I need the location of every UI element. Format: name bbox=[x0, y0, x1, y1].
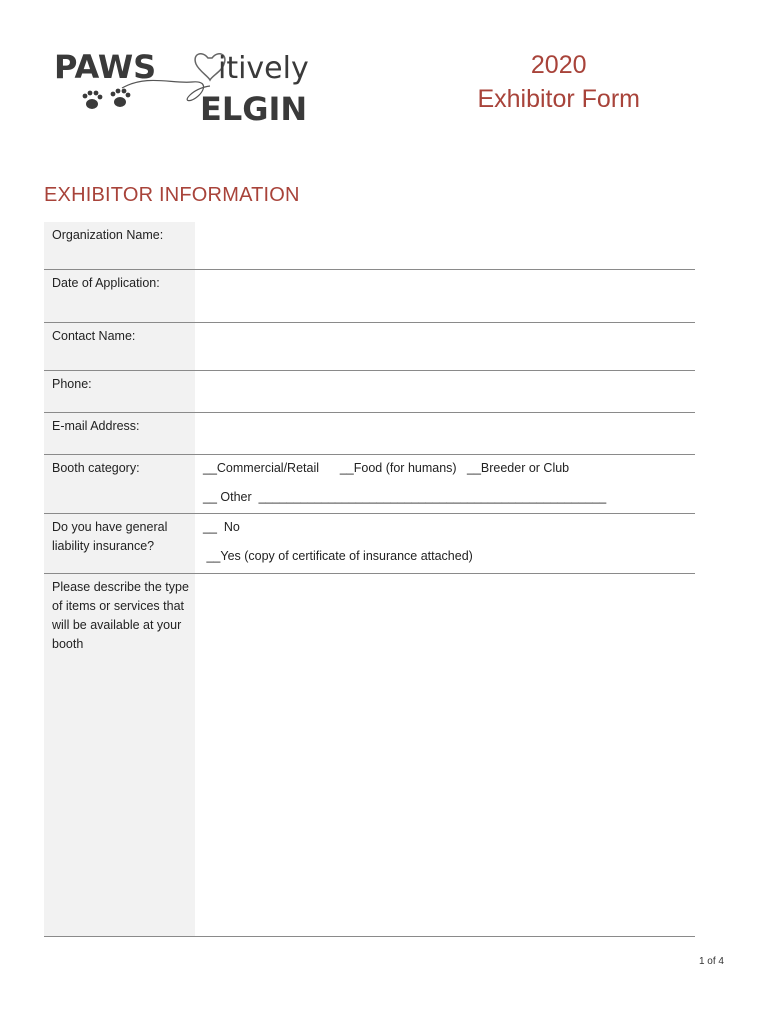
form-title-block bbox=[477, 48, 640, 116]
phone-label: Phone: bbox=[44, 371, 195, 412]
exhibitor-form-table bbox=[44, 222, 695, 937]
row-email bbox=[44, 413, 695, 455]
logo-text-paws: PAWS bbox=[54, 48, 157, 86]
date-label: Date of Application: bbox=[44, 270, 195, 322]
booth-options bbox=[195, 455, 695, 513]
form-year: 2020 bbox=[530, 51, 587, 79]
organization-field[interactable] bbox=[195, 222, 695, 269]
booth-option-line-1[interactable]: __Commercial/Retail __Food (for humans) __Breeder or Club bbox=[203, 461, 570, 475]
row-contact bbox=[44, 323, 695, 371]
row-organization bbox=[44, 222, 695, 270]
email-field[interactable] bbox=[195, 413, 695, 454]
form-title: Exhibitor Form bbox=[477, 85, 640, 113]
logo-text-elgin: ELGIN bbox=[200, 90, 308, 128]
row-date bbox=[44, 270, 695, 323]
insurance-option-no[interactable]: __ No bbox=[203, 520, 240, 534]
row-phone bbox=[44, 371, 695, 413]
logo-text-itively: itively bbox=[218, 51, 309, 86]
insurance-options bbox=[195, 514, 695, 573]
contact-label: Contact Name: bbox=[44, 323, 195, 370]
paw-prints-icon bbox=[83, 89, 131, 109]
row-insurance bbox=[44, 514, 695, 574]
phone-field[interactable] bbox=[195, 371, 695, 412]
describe-label: Please describe the type of items or services that will be available at your booth bbox=[44, 574, 195, 936]
insurance-label: Do you have general liability insurance? bbox=[44, 514, 195, 573]
email-label: E-mail Address: bbox=[44, 413, 195, 454]
page-number: 1 of 4 bbox=[698, 956, 724, 967]
booth-label: Booth category: bbox=[44, 455, 195, 513]
paws-itively-elgin-logo bbox=[52, 44, 332, 128]
contact-field[interactable] bbox=[195, 323, 695, 370]
booth-option-line-2[interactable]: __ Other __________________________________________________ bbox=[203, 490, 607, 504]
section-heading: EXHIBITOR INFORMATION bbox=[44, 184, 300, 206]
row-describe bbox=[44, 574, 695, 937]
row-booth bbox=[44, 455, 695, 514]
describe-field[interactable] bbox=[195, 574, 695, 936]
date-field[interactable] bbox=[195, 270, 695, 322]
insurance-option-yes[interactable]: __Yes (copy of certificate of insurance attached) bbox=[203, 549, 473, 563]
organization-label: Organization Name: bbox=[44, 222, 195, 269]
